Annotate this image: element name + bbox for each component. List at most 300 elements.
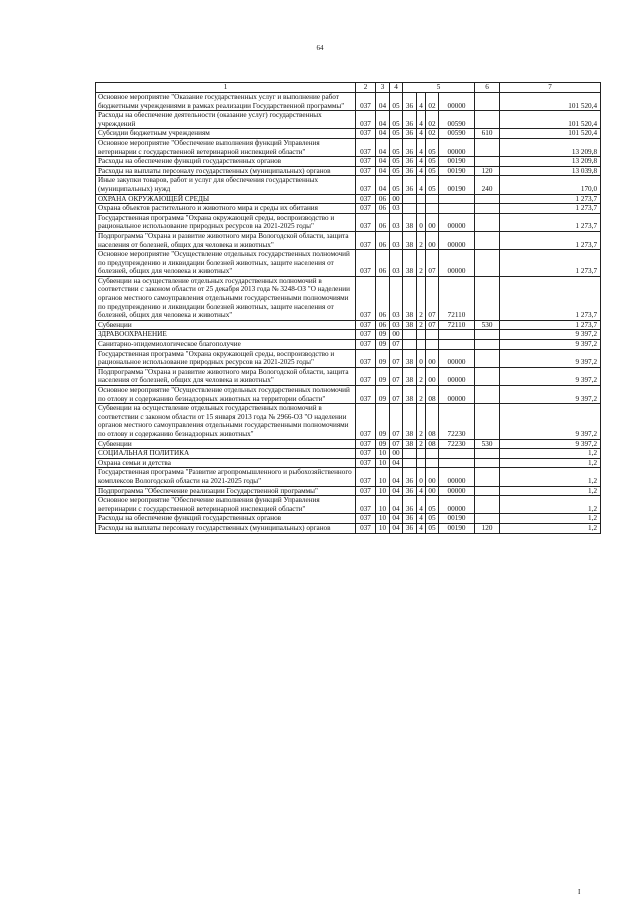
target-article-cell: 4 xyxy=(417,129,426,139)
target-article-cell: 00 xyxy=(426,367,439,385)
target-article-cell: 2 xyxy=(417,320,426,330)
target-article-cell: 00190 xyxy=(439,166,475,176)
subsection-code-cell: 07 xyxy=(390,404,403,439)
target-article-cell: 4 xyxy=(417,176,426,194)
section-code-cell: 037 xyxy=(356,468,376,486)
target-article-cell: 36 xyxy=(403,523,417,533)
target-article-cell: 2 xyxy=(417,276,426,320)
name-cell: Субсидии бюджетным учреждениям xyxy=(96,129,356,139)
amount-cell: 101 520,4 xyxy=(500,93,601,111)
chapter-code-cell: 06 xyxy=(376,276,390,320)
amount-cell: 1,2 xyxy=(500,486,601,496)
chapter-code-cell: 10 xyxy=(376,486,390,496)
target-article-cell: 2 xyxy=(417,231,426,249)
amount-cell: 1 273,7 xyxy=(500,276,601,320)
table-row xyxy=(96,523,601,533)
subsection-code-cell: 04 xyxy=(390,523,403,533)
subsection-code-cell: 07 xyxy=(390,386,403,404)
target-article-cell: 4 xyxy=(417,523,426,533)
table-row xyxy=(96,138,601,156)
chapter-code-cell: 09 xyxy=(376,404,390,439)
section-code-cell: 037 xyxy=(356,340,376,350)
target-article-cell: 00000 xyxy=(439,496,475,514)
amount-cell: 1,2 xyxy=(500,523,601,533)
chapter-code-cell: 10 xyxy=(376,468,390,486)
target-article-cell: 08 xyxy=(426,404,439,439)
amount-cell: 1 273,7 xyxy=(500,231,601,249)
target-article-cell: 00000 xyxy=(439,468,475,486)
target-article-cell: 00000 xyxy=(439,213,475,231)
target-article-cell: 38 xyxy=(403,349,417,367)
target-article-cell xyxy=(439,204,475,214)
subsection-code-cell: 03 xyxy=(390,276,403,320)
footer-mark: I xyxy=(578,888,581,896)
subsection-code-cell: 03 xyxy=(390,320,403,330)
name-cell: Государственная программа "Охрана окружающей среды, воспроизводство и рациональное использование природных ресурсов на 2021-2025 годы" xyxy=(96,213,356,231)
name-cell: Основное мероприятие "Обеспечение выполнения функций Управления ветеринарии с государственной ветеринарной инспекцией области" xyxy=(96,138,356,156)
name-cell: Основное мероприятие "Обеспечение выполнения функций Управления ветеринарии с государственной ветеринарной инспекцией области" xyxy=(96,496,356,514)
expense-type-cell xyxy=(475,458,500,468)
header-cell: 1 xyxy=(96,83,356,93)
name-cell: ЗДРАВООХРАНЕНИЕ xyxy=(96,330,356,340)
section-code-cell: 037 xyxy=(356,458,376,468)
expense-type-cell xyxy=(475,93,500,111)
target-article-cell xyxy=(403,330,417,340)
expense-type-cell xyxy=(475,340,500,350)
target-article-cell: 36 xyxy=(403,157,417,167)
target-article-cell xyxy=(439,449,475,459)
name-cell: ОХРАНА ОКРУЖАЮЩЕЙ СРЕДЫ xyxy=(96,194,356,204)
target-article-cell: 07 xyxy=(426,276,439,320)
chapter-code-cell: 09 xyxy=(376,349,390,367)
section-code-cell: 037 xyxy=(356,231,376,249)
target-article-cell xyxy=(403,449,417,459)
page-number: 64 xyxy=(316,44,324,52)
name-cell: Государственная программа "Развитие агропромышленного и рыбохозяйственного комплексов Вологодской области на 2021-2025 годы" xyxy=(96,468,356,486)
name-cell: СОЦИАЛЬНАЯ ПОЛИТИКА xyxy=(96,449,356,459)
expense-type-cell: 120 xyxy=(475,523,500,533)
header-cell: 3 xyxy=(376,83,390,93)
name-cell: Иные закупки товаров, работ и услуг для обеспечения государственных (муниципальных) нужд xyxy=(96,176,356,194)
target-article-cell xyxy=(403,194,417,204)
name-cell: Расходы на обеспечение деятельности (оказание услуг) государственных учреждений xyxy=(96,111,356,129)
target-article-cell xyxy=(417,330,426,340)
subsection-code-cell: 03 xyxy=(390,231,403,249)
header-cell: 6 xyxy=(475,83,500,93)
section-code-cell: 037 xyxy=(356,111,376,129)
target-article-cell xyxy=(426,340,439,350)
amount-cell: 9 397,2 xyxy=(500,439,601,449)
amount-cell: 1 273,7 xyxy=(500,250,601,277)
target-article-cell: 05 xyxy=(426,514,439,524)
chapter-code-cell: 09 xyxy=(376,330,390,340)
target-article-cell: 36 xyxy=(403,138,417,156)
target-article-cell: 00190 xyxy=(439,514,475,524)
subsection-code-cell: 03 xyxy=(390,213,403,231)
target-article-cell: 4 xyxy=(417,166,426,176)
target-article-cell: 08 xyxy=(426,439,439,449)
target-article-cell xyxy=(417,204,426,214)
chapter-code-cell: 06 xyxy=(376,250,390,277)
name-cell: Субвенции xyxy=(96,439,356,449)
section-code-cell: 037 xyxy=(356,349,376,367)
name-cell: Расходы на выплаты персоналу государственных (муниципальных) органов xyxy=(96,166,356,176)
subsection-code-cell: 05 xyxy=(390,111,403,129)
table-row xyxy=(96,213,601,231)
section-code-cell: 037 xyxy=(356,449,376,459)
target-article-cell: 00590 xyxy=(439,111,475,129)
amount-cell: 1,2 xyxy=(500,496,601,514)
expense-type-cell xyxy=(475,194,500,204)
amount-cell: 9 397,2 xyxy=(500,367,601,385)
name-cell: Подпрограмма "Обеспечение реализации Государственной программы" xyxy=(96,486,356,496)
table-row xyxy=(96,439,601,449)
target-article-cell: 02 xyxy=(426,111,439,129)
amount-cell: 9 397,2 xyxy=(500,386,601,404)
target-article-cell: 38 xyxy=(403,439,417,449)
target-article-cell: 4 xyxy=(417,496,426,514)
amount-cell: 13 209,8 xyxy=(500,138,601,156)
amount-cell: 1,2 xyxy=(500,514,601,524)
target-article-cell: 38 xyxy=(403,367,417,385)
expense-type-cell xyxy=(475,404,500,439)
subsection-code-cell: 07 xyxy=(390,439,403,449)
table-row xyxy=(96,157,601,167)
target-article-cell xyxy=(426,204,439,214)
target-article-cell: 72110 xyxy=(439,276,475,320)
target-article-cell xyxy=(426,449,439,459)
name-cell: Санитарно-эпидемиологическое благополучие xyxy=(96,340,356,350)
chapter-code-cell: 09 xyxy=(376,340,390,350)
target-article-cell: 36 xyxy=(403,166,417,176)
target-article-cell: 38 xyxy=(403,386,417,404)
target-article-cell xyxy=(439,458,475,468)
table-row xyxy=(96,340,601,350)
target-article-cell: 36 xyxy=(403,129,417,139)
header-cell: 4 xyxy=(390,83,403,93)
table-row xyxy=(96,496,601,514)
target-article-cell: 38 xyxy=(403,231,417,249)
expense-type-cell xyxy=(475,496,500,514)
target-article-cell: 36 xyxy=(403,93,417,111)
target-article-cell: 0 xyxy=(417,213,426,231)
target-article-cell: 00000 xyxy=(439,93,475,111)
name-cell: Субвенции на осуществление отдельных государственных полномочий в соответствии с законом области от 25 декабря 2013 года № 3248-ОЗ "О наделении органов местного самоуправления отдельными государственными полномочиями по предупреждению и ликвидации болезней животных, защите населения от болезней, общих для человека и животных" xyxy=(96,276,356,320)
target-article-cell: 00190 xyxy=(439,176,475,194)
table-row xyxy=(96,367,601,385)
chapter-code-cell: 06 xyxy=(376,320,390,330)
amount-cell: 1,2 xyxy=(500,458,601,468)
target-article-cell xyxy=(403,204,417,214)
subsection-code-cell: 05 xyxy=(390,166,403,176)
target-article-cell: 38 xyxy=(403,320,417,330)
target-article-cell: 38 xyxy=(403,213,417,231)
target-article-cell: 36 xyxy=(403,468,417,486)
expense-type-cell: 530 xyxy=(475,439,500,449)
table-row xyxy=(96,250,601,277)
target-article-cell: 07 xyxy=(426,250,439,277)
table-row xyxy=(96,330,601,340)
expense-type-cell xyxy=(475,349,500,367)
target-article-cell xyxy=(426,330,439,340)
amount-cell: 1,2 xyxy=(500,468,601,486)
table-row xyxy=(96,449,601,459)
section-code-cell: 037 xyxy=(356,176,376,194)
table-row xyxy=(96,386,601,404)
subsection-code-cell: 00 xyxy=(390,330,403,340)
expense-type-cell xyxy=(475,449,500,459)
header-cell: 5 xyxy=(403,83,475,93)
target-article-cell xyxy=(426,458,439,468)
section-code-cell: 037 xyxy=(356,439,376,449)
target-article-cell: 05 xyxy=(426,523,439,533)
amount-cell: 1,2 xyxy=(500,449,601,459)
chapter-code-cell: 04 xyxy=(376,138,390,156)
name-cell: Расходы на обеспечение функций государственных органов xyxy=(96,514,356,524)
chapter-code-cell: 06 xyxy=(376,204,390,214)
target-article-cell: 00000 xyxy=(439,386,475,404)
name-cell: Охрана семьи и детства xyxy=(96,458,356,468)
chapter-code-cell: 06 xyxy=(376,194,390,204)
table-row xyxy=(96,111,601,129)
section-code-cell: 037 xyxy=(356,129,376,139)
target-article-cell: 00190 xyxy=(439,157,475,167)
target-article-cell: 00000 xyxy=(439,486,475,496)
target-article-cell xyxy=(426,194,439,204)
table-row xyxy=(96,93,601,111)
target-article-cell: 36 xyxy=(403,176,417,194)
target-article-cell xyxy=(417,194,426,204)
expense-type-cell xyxy=(475,138,500,156)
chapter-code-cell: 04 xyxy=(376,176,390,194)
target-article-cell: 36 xyxy=(403,486,417,496)
amount-cell: 101 520,4 xyxy=(500,129,601,139)
target-article-cell xyxy=(403,458,417,468)
subsection-code-cell: 04 xyxy=(390,458,403,468)
subsection-code-cell: 04 xyxy=(390,496,403,514)
target-article-cell: 2 xyxy=(417,386,426,404)
target-article-cell: 2 xyxy=(417,250,426,277)
subsection-code-cell: 03 xyxy=(390,250,403,277)
expense-type-cell xyxy=(475,276,500,320)
target-article-cell: 2 xyxy=(417,404,426,439)
name-cell: Государственная программа "Охрана окружающей среды, воспроизводство и рациональное использование природных ресурсов на 2021-2025 годы" xyxy=(96,349,356,367)
target-article-cell: 05 xyxy=(426,166,439,176)
subsection-code-cell: 07 xyxy=(390,367,403,385)
target-article-cell: 07 xyxy=(426,320,439,330)
name-cell: Расходы на выплаты персоналу государственных (муниципальных) органов xyxy=(96,523,356,533)
amount-cell: 1 273,7 xyxy=(500,204,601,214)
expense-type-cell: 120 xyxy=(475,166,500,176)
name-cell: Подпрограмма "Охрана и развитие животного мира Вологодской области, защита населения от болезней, общих для человека и животных" xyxy=(96,231,356,249)
table-row xyxy=(96,194,601,204)
section-code-cell: 037 xyxy=(356,204,376,214)
target-article-cell: 0 xyxy=(417,468,426,486)
section-code-cell: 037 xyxy=(356,276,376,320)
amount-cell: 9 397,2 xyxy=(500,330,601,340)
expense-type-cell: 240 xyxy=(475,176,500,194)
table-row xyxy=(96,129,601,139)
section-code-cell: 037 xyxy=(356,138,376,156)
target-article-cell: 4 xyxy=(417,138,426,156)
target-article-cell: 38 xyxy=(403,404,417,439)
target-article-cell: 05 xyxy=(426,157,439,167)
subsection-code-cell: 05 xyxy=(390,176,403,194)
amount-cell: 101 520,4 xyxy=(500,111,601,129)
table-header-row xyxy=(96,83,601,93)
header-cell: 7 xyxy=(500,83,601,93)
target-article-cell: 00000 xyxy=(439,138,475,156)
target-article-cell xyxy=(439,340,475,350)
table-row xyxy=(96,231,601,249)
expense-type-cell xyxy=(475,204,500,214)
table-row xyxy=(96,404,601,439)
chapter-code-cell: 04 xyxy=(376,166,390,176)
target-article-cell xyxy=(417,340,426,350)
target-article-cell: 00000 xyxy=(439,231,475,249)
amount-cell: 9 397,2 xyxy=(500,340,601,350)
target-article-cell: 08 xyxy=(426,386,439,404)
expense-type-cell xyxy=(475,330,500,340)
section-code-cell: 037 xyxy=(356,166,376,176)
amount-cell: 170,0 xyxy=(500,176,601,194)
chapter-code-cell: 10 xyxy=(376,523,390,533)
table-row xyxy=(96,320,601,330)
table-row xyxy=(96,349,601,367)
section-code-cell: 037 xyxy=(356,486,376,496)
name-cell: Основное мероприятие "Осуществление отдельных государственных полномочий по отлову и содержанию безнадзорных животных на территории области" xyxy=(96,386,356,404)
expense-type-cell xyxy=(475,157,500,167)
target-article-cell: 72230 xyxy=(439,439,475,449)
target-article-cell: 72110 xyxy=(439,320,475,330)
target-article-cell: 0 xyxy=(417,349,426,367)
subsection-code-cell: 05 xyxy=(390,93,403,111)
subsection-code-cell: 05 xyxy=(390,138,403,156)
section-code-cell: 037 xyxy=(356,93,376,111)
target-article-cell: 00590 xyxy=(439,129,475,139)
table-row xyxy=(96,176,601,194)
section-code-cell: 037 xyxy=(356,496,376,514)
chapter-code-cell: 06 xyxy=(376,213,390,231)
chapter-code-cell: 04 xyxy=(376,111,390,129)
target-article-cell xyxy=(403,340,417,350)
name-cell: Основное мероприятие "Осуществление отдельных государственных полномочий по предупреждению и ликвидации болезней животных, защите населения от болезней, общих для человека и животных" xyxy=(96,250,356,277)
amount-cell: 1 273,7 xyxy=(500,213,601,231)
target-article-cell: 72230 xyxy=(439,404,475,439)
expense-type-cell xyxy=(475,111,500,129)
target-article-cell: 00000 xyxy=(439,349,475,367)
section-code-cell: 037 xyxy=(356,367,376,385)
table-row xyxy=(96,204,601,214)
target-article-cell: 00000 xyxy=(439,250,475,277)
section-code-cell: 037 xyxy=(356,386,376,404)
chapter-code-cell: 10 xyxy=(376,496,390,514)
expense-type-cell xyxy=(475,486,500,496)
amount-cell: 9 397,2 xyxy=(500,404,601,439)
expense-type-cell xyxy=(475,514,500,524)
section-code-cell: 037 xyxy=(356,250,376,277)
section-code-cell: 037 xyxy=(356,523,376,533)
chapter-code-cell: 04 xyxy=(376,93,390,111)
section-code-cell: 037 xyxy=(356,404,376,439)
header-cell: 2 xyxy=(356,83,376,93)
subsection-code-cell: 04 xyxy=(390,486,403,496)
target-article-cell: 02 xyxy=(426,129,439,139)
target-article-cell: 00190 xyxy=(439,523,475,533)
table-row xyxy=(96,458,601,468)
target-article-cell: 38 xyxy=(403,276,417,320)
target-article-cell: 4 xyxy=(417,93,426,111)
target-article-cell: 00000 xyxy=(439,367,475,385)
subsection-code-cell: 00 xyxy=(390,449,403,459)
target-article-cell: 36 xyxy=(403,111,417,129)
subsection-code-cell: 00 xyxy=(390,194,403,204)
chapter-code-cell: 10 xyxy=(376,514,390,524)
target-article-cell: 4 xyxy=(417,111,426,129)
target-article-cell: 36 xyxy=(403,496,417,514)
name-cell: Основное мероприятие "Оказание государственных услуг и выполнение работ бюджетными учреждениями в рамках реализации Государственной программы" xyxy=(96,93,356,111)
target-article-cell: 2 xyxy=(417,367,426,385)
target-article-cell: 36 xyxy=(403,514,417,524)
budget-table xyxy=(95,82,601,534)
expense-type-cell: 530 xyxy=(475,320,500,330)
section-code-cell: 037 xyxy=(356,194,376,204)
table-row xyxy=(96,514,601,524)
target-article-cell: 4 xyxy=(417,486,426,496)
table-row xyxy=(96,486,601,496)
target-article-cell: 2 xyxy=(417,439,426,449)
name-cell: Субвенции xyxy=(96,320,356,330)
amount-cell: 13 209,8 xyxy=(500,157,601,167)
subsection-code-cell: 05 xyxy=(390,129,403,139)
amount-cell: 1 273,7 xyxy=(500,320,601,330)
name-cell: Охрана объектов растительного и животного мира и среды их обитания xyxy=(96,204,356,214)
amount-cell: 9 397,2 xyxy=(500,349,601,367)
target-article-cell: 05 xyxy=(426,176,439,194)
target-article-cell: 00 xyxy=(426,213,439,231)
table-row xyxy=(96,276,601,320)
section-code-cell: 037 xyxy=(356,157,376,167)
section-code-cell: 037 xyxy=(356,320,376,330)
subsection-code-cell: 07 xyxy=(390,349,403,367)
target-article-cell: 38 xyxy=(403,250,417,277)
chapter-code-cell: 09 xyxy=(376,386,390,404)
expense-type-cell xyxy=(475,367,500,385)
subsection-code-cell: 07 xyxy=(390,340,403,350)
expense-type-cell xyxy=(475,386,500,404)
target-article-cell: 00 xyxy=(426,231,439,249)
amount-cell: 13 039,8 xyxy=(500,166,601,176)
expense-type-cell xyxy=(475,250,500,277)
chapter-code-cell: 09 xyxy=(376,439,390,449)
target-article-cell: 00 xyxy=(426,486,439,496)
target-article-cell xyxy=(439,330,475,340)
expense-type-cell xyxy=(475,468,500,486)
target-article-cell: 05 xyxy=(426,138,439,156)
subsection-code-cell: 03 xyxy=(390,204,403,214)
target-article-cell: 00 xyxy=(426,349,439,367)
target-article-cell: 02 xyxy=(426,93,439,111)
chapter-code-cell: 10 xyxy=(376,449,390,459)
name-cell: Подпрограмма "Охрана и развитие животного мира Вологодской области, защита населения от болезней, общих для человека и животных" xyxy=(96,367,356,385)
expense-type-cell xyxy=(475,213,500,231)
amount-cell: 1 273,7 xyxy=(500,194,601,204)
table-row xyxy=(96,468,601,486)
target-article-cell: 4 xyxy=(417,514,426,524)
target-article-cell xyxy=(439,194,475,204)
expense-type-cell: 610 xyxy=(475,129,500,139)
chapter-code-cell: 04 xyxy=(376,129,390,139)
